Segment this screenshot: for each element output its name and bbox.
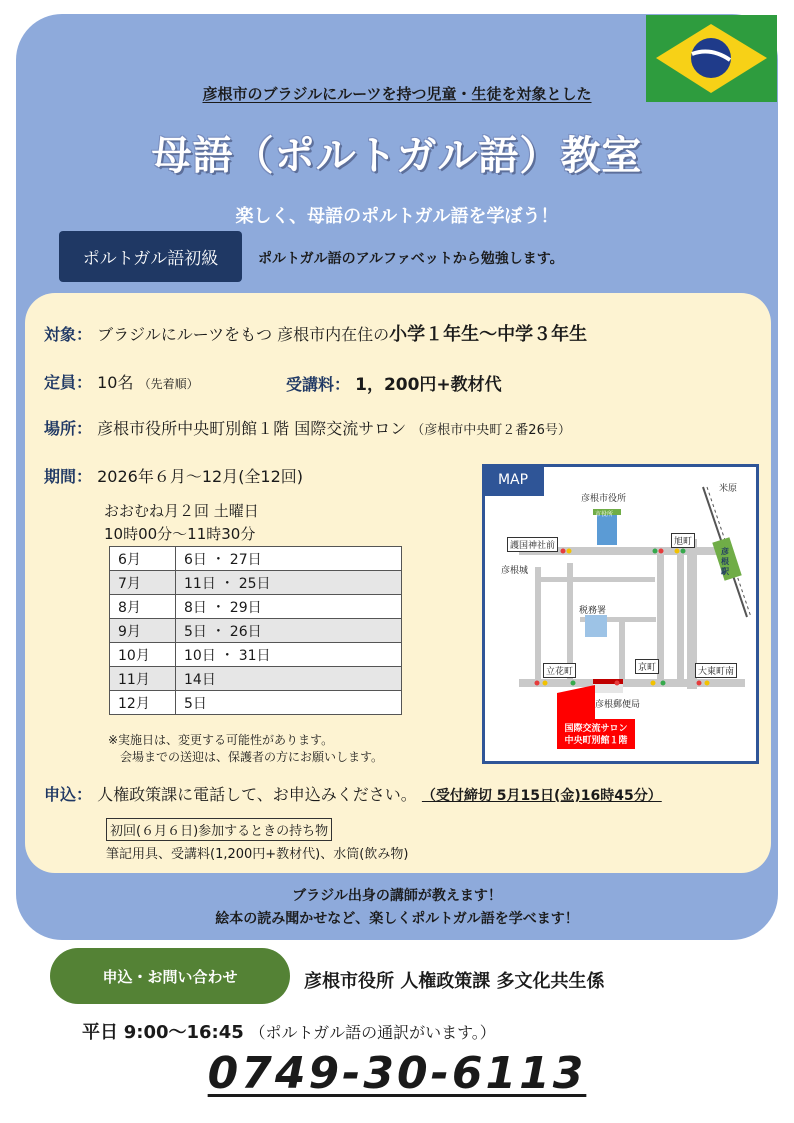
target-text: ブラジルにルーツをもつ 彦根市内在住の bbox=[97, 325, 390, 344]
month-cell: 12月 bbox=[110, 691, 176, 715]
days-cell: 5日 bbox=[176, 691, 402, 715]
days-cell: 11日 ・ 25日 bbox=[176, 571, 402, 595]
table-row bbox=[110, 619, 402, 643]
schedule-notes bbox=[108, 732, 383, 766]
place-address: （彦根市中央町２番26号） bbox=[411, 423, 571, 438]
map-label-hikone-castle: 彦根城 bbox=[501, 566, 529, 576]
note-line: ※実施日は、変更する可能性があります。 bbox=[108, 733, 334, 747]
subtitle: 彦根市のブラジルにルーツを持つ児童・生徒を対象とした bbox=[202, 85, 592, 103]
table-row bbox=[110, 595, 402, 619]
place-value: 彦根市役所中央町別館１階 国際交流サロン bbox=[97, 419, 407, 438]
place-row bbox=[44, 416, 571, 439]
map-label-post-office: 彦根郵便局 bbox=[595, 700, 641, 710]
contact-department: 彦根市役所 人権政策課 多文化共生係 bbox=[304, 971, 605, 992]
fee-value: 1，200円+教材代 bbox=[355, 375, 502, 395]
days-cell: 10日 ・ 31日 bbox=[176, 643, 402, 667]
table-row bbox=[110, 643, 402, 667]
map-label-kyomachi: 京町 bbox=[635, 659, 659, 674]
contact-hours bbox=[82, 1018, 496, 1044]
capacity-note: （先着順） bbox=[138, 377, 199, 391]
apply-label: 申込： bbox=[44, 785, 93, 804]
month-cell: 9月 bbox=[110, 619, 176, 643]
place-label: 場所： bbox=[44, 419, 93, 438]
phone-number[interactable] bbox=[0, 1048, 794, 1099]
map-label-city-hall-sign: 市役所 bbox=[595, 511, 614, 518]
level-badge: ポルトガル語初級 bbox=[59, 231, 242, 282]
map-label-tax-office: 税務署 bbox=[579, 606, 607, 616]
days-cell: 6日 ・ 27日 bbox=[176, 547, 402, 571]
bring-title: 初回(６月６日)参加するときの持ち物 bbox=[106, 818, 332, 841]
bring-items: 筆記用具、受講料(1,200円+教材代)、水筒(飲み物) bbox=[106, 847, 409, 862]
map-label-gokoku: 護国神社前 bbox=[507, 537, 558, 552]
days-cell: 14日 bbox=[176, 667, 402, 691]
period-row bbox=[44, 464, 303, 487]
note-line: 会場までの送迎は、保護者の方にお願いします。 bbox=[120, 750, 384, 764]
fee-label: 受講料： bbox=[286, 375, 351, 394]
map-label-maibara: 米原 bbox=[719, 484, 738, 494]
capacity-label: 定員： bbox=[44, 373, 93, 392]
month-cell: 8月 bbox=[110, 595, 176, 619]
map-label-station: 彦根駅 bbox=[721, 547, 729, 576]
page-title: 母語（ポルトガル語）教室 bbox=[151, 133, 643, 179]
table-row bbox=[110, 667, 402, 691]
apply-row bbox=[44, 782, 662, 805]
capacity-value: 10名 bbox=[97, 373, 134, 392]
schedule-table bbox=[109, 546, 402, 715]
days-cell: 8日 ・ 29日 bbox=[176, 595, 402, 619]
period-value: 2026年６月～12月(全12回) bbox=[97, 467, 304, 486]
map-label-daitocho: 大東町南 bbox=[695, 663, 737, 678]
capacity-row bbox=[44, 370, 199, 393]
period-label: 期間： bbox=[44, 467, 93, 486]
table-row bbox=[110, 571, 402, 595]
venue-line: 中央町別館１階 bbox=[564, 736, 628, 746]
target-row bbox=[44, 320, 587, 346]
map-label-tachibana: 立花町 bbox=[543, 663, 576, 678]
tagline: 楽しく、母語のポルトガル語を学ぼう！ bbox=[235, 206, 559, 227]
closing-line: 絵本の読み聞かせなど、楽しくポルトガル語を学べます！ bbox=[215, 911, 579, 927]
month-cell: 6月 bbox=[110, 547, 176, 571]
map-label-city-hall: 彦根市役所 bbox=[581, 494, 627, 504]
days-cell: 5日 ・ 26日 bbox=[176, 619, 402, 643]
map-label-asahimachi: 旭町 bbox=[671, 533, 695, 548]
table-row bbox=[110, 691, 402, 715]
hours-day: 平日 bbox=[82, 1022, 118, 1043]
contact-badge: 申込・お問い合わせ bbox=[50, 948, 290, 1004]
table-row bbox=[110, 547, 402, 571]
access-map bbox=[482, 464, 759, 764]
map-tab: MAP bbox=[482, 464, 544, 496]
hours-time: 9:00～16:45 bbox=[123, 1022, 244, 1043]
month-cell: 11月 bbox=[110, 667, 176, 691]
hours-note: （ポルトガル語の通訳がいます。） bbox=[249, 1023, 496, 1042]
venue-line: 国際交流サロン bbox=[564, 724, 628, 734]
apply-text: 人権政策課に電話して、お申込みください。 bbox=[97, 785, 417, 804]
fee-row bbox=[286, 370, 502, 395]
period-frequency: おおむね月２回 土曜日 bbox=[104, 502, 259, 520]
target-emphasis: 小学１年生～中学３年生 bbox=[389, 324, 588, 345]
closing-line: ブラジル出身の講師が教えます！ bbox=[292, 888, 502, 904]
period-time: 10時00分～11時30分 bbox=[104, 525, 256, 543]
level-description: ポルトガル語のアルファベットから勉強します。 bbox=[258, 251, 564, 267]
apply-deadline: （受付締切 5月15日(金)16時45分） bbox=[421, 788, 662, 804]
month-cell: 10月 bbox=[110, 643, 176, 667]
map-label-venue bbox=[561, 723, 631, 747]
target-label: 対象： bbox=[44, 325, 93, 344]
phone-number-text[interactable]: 0749-30-6113 bbox=[207, 1048, 587, 1099]
month-cell: 7月 bbox=[110, 571, 176, 595]
